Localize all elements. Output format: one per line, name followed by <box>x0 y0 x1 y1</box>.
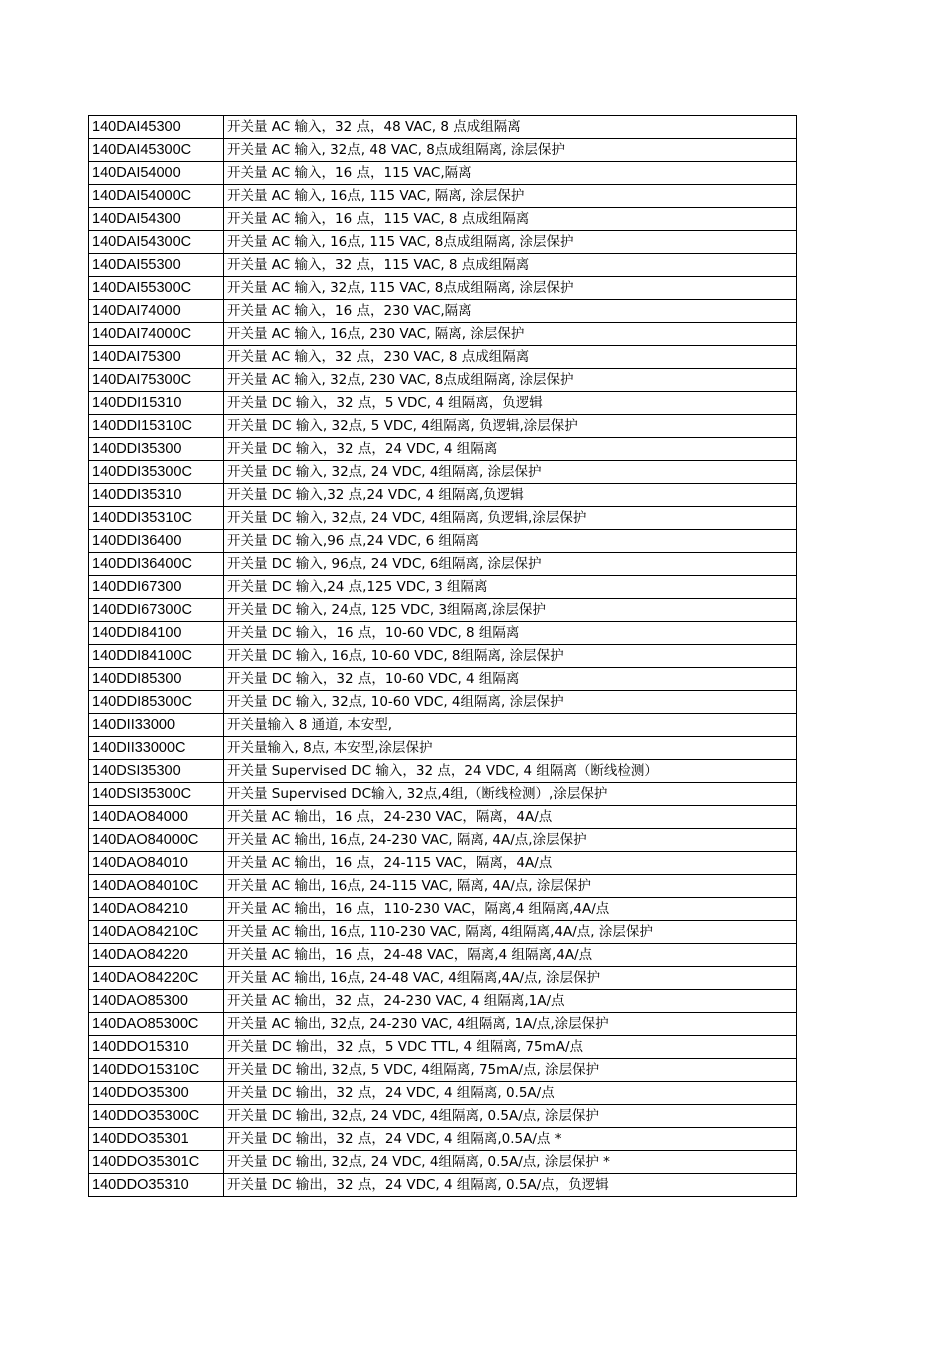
part-number-cell: 140DAI74000C <box>89 323 224 346</box>
part-number-cell: 140DAI75300 <box>89 346 224 369</box>
part-number-cell: 140DDO35310 <box>89 1174 224 1197</box>
table-row <box>89 530 797 553</box>
table-row <box>89 691 797 714</box>
part-number-cell: 140DDO35300 <box>89 1082 224 1105</box>
table-row <box>89 645 797 668</box>
table-row <box>89 714 797 737</box>
description-cell: 开关量 AC 输出, 32点, 24-230 VAC, 4组隔离, 1A/点,涂层保护 <box>224 1013 797 1036</box>
description-cell: 开关量 DC 输出，32 点，24 VDC, 4 组隔离, 0.5A/点 <box>224 1082 797 1105</box>
description-cell: 开关量 DC 输出, 32点, 24 VDC, 4组隔离, 0.5A/点, 涂层保护 <box>224 1105 797 1128</box>
description-cell: 开关量 DC 输入, 32点, 5 VDC, 4组隔离, 负逻辑,涂层保护 <box>224 415 797 438</box>
table-row <box>89 277 797 300</box>
table-row <box>89 875 797 898</box>
part-number-cell: 140DAO84000C <box>89 829 224 852</box>
table-row <box>89 507 797 530</box>
part-number-cell: 140DDI15310C <box>89 415 224 438</box>
table-row <box>89 1082 797 1105</box>
part-number-cell: 140DAO84010C <box>89 875 224 898</box>
table-row <box>89 921 797 944</box>
description-cell: 开关量 DC 输入, 96点, 24 VDC, 6组隔离, 涂层保护 <box>224 553 797 576</box>
part-number-cell: 140DAI54000 <box>89 162 224 185</box>
part-number-cell: 140DDO35300C <box>89 1105 224 1128</box>
table-row <box>89 668 797 691</box>
table-row <box>89 162 797 185</box>
description-cell: 开关量 AC 输入，32 点，48 VAC, 8 点成组隔离 <box>224 116 797 139</box>
description-cell: 开关量 Supervised DC 输入，32 点，24 VDC, 4 组隔离（断线检测） <box>224 760 797 783</box>
description-cell: 开关量 AC 输入，16 点，115 VAC, 8 点成组隔离 <box>224 208 797 231</box>
description-cell: 开关量 AC 输出，16 点，24-115 VAC，隔离，4A/点 <box>224 852 797 875</box>
description-cell: 开关量 DC 输出，32 点，5 VDC TTL, 4 组隔离, 75mA/点 <box>224 1036 797 1059</box>
description-cell: 开关量 AC 输入，16 点，115 VAC,隔离 <box>224 162 797 185</box>
description-cell: 开关量 AC 输出, 16点, 24-48 VAC, 4组隔离,4A/点, 涂层保护 <box>224 967 797 990</box>
table-row <box>89 1059 797 1082</box>
table-row <box>89 806 797 829</box>
table-row <box>89 1105 797 1128</box>
table-row <box>89 852 797 875</box>
part-number-cell: 140DSI35300C <box>89 783 224 806</box>
part-number-cell: 140DDI35300C <box>89 461 224 484</box>
part-number-cell: 140DAO85300 <box>89 990 224 1013</box>
table-row <box>89 1036 797 1059</box>
description-cell: 开关量输入 8 通道, 本安型, <box>224 714 797 737</box>
description-cell: 开关量 AC 输出, 16点, 24-115 VAC, 隔离, 4A/点, 涂层保护 <box>224 875 797 898</box>
table-row <box>89 438 797 461</box>
description-cell: 开关量 AC 输出，16 点，110-230 VAC，隔离,4 组隔离,4A/点 <box>224 898 797 921</box>
description-cell: 开关量 DC 输入, 16点, 10-60 VDC, 8组隔离, 涂层保护 <box>224 645 797 668</box>
description-cell: 开关量 DC 输出, 32点, 5 VDC, 4组隔离, 75mA/点, 涂层保护 <box>224 1059 797 1082</box>
part-number-cell: 140DAI55300 <box>89 254 224 277</box>
table-row <box>89 967 797 990</box>
table-row <box>89 461 797 484</box>
part-number-cell: 140DAI55300C <box>89 277 224 300</box>
part-number-cell: 140DAO84220 <box>89 944 224 967</box>
description-cell: 开关量 DC 输出, 32点, 24 VDC, 4组隔离, 0.5A/点, 涂层保护 * <box>224 1151 797 1174</box>
part-number-cell: 140DDI67300C <box>89 599 224 622</box>
description-cell: 开关量 DC 输入, 32点, 10-60 VDC, 4组隔离, 涂层保护 <box>224 691 797 714</box>
description-cell: 开关量 Supervised DC输入, 32点,4组,（断线检测）,涂层保护 <box>224 783 797 806</box>
part-number-cell: 140DAI54300 <box>89 208 224 231</box>
part-number-cell: 140DII33000 <box>89 714 224 737</box>
table-row <box>89 185 797 208</box>
description-cell: 开关量 DC 输出，32 点，24 VDC, 4 组隔离, 0.5A/点，负逻辑 <box>224 1174 797 1197</box>
part-number-cell: 140DAI45300C <box>89 139 224 162</box>
parts-table-body <box>89 116 797 1197</box>
description-cell: 开关量 AC 输入, 16点, 115 VAC, 隔离, 涂层保护 <box>224 185 797 208</box>
description-cell: 开关量 DC 输出，32 点，24 VDC, 4 组隔离,0.5A/点 * <box>224 1128 797 1151</box>
part-number-cell: 140DDI35310 <box>89 484 224 507</box>
description-cell: 开关量 DC 输入, 32点, 24 VDC, 4组隔离, 涂层保护 <box>224 461 797 484</box>
description-cell: 开关量输入, 8点, 本安型,涂层保护 <box>224 737 797 760</box>
part-number-cell: 140DAI54300C <box>89 231 224 254</box>
description-cell: 开关量 DC 输入，32 点，24 VDC, 4 组隔离 <box>224 438 797 461</box>
part-number-cell: 140DAI54000C <box>89 185 224 208</box>
table-row <box>89 231 797 254</box>
description-cell: 开关量 AC 输出, 16点, 110-230 VAC, 隔离, 4组隔离,4A/点, 涂层保护 <box>224 921 797 944</box>
part-number-cell: 140DDI15310 <box>89 392 224 415</box>
part-number-cell: 140DDI35300 <box>89 438 224 461</box>
description-cell: 开关量 AC 输入, 32点, 230 VAC, 8点成组隔离, 涂层保护 <box>224 369 797 392</box>
description-cell: 开关量 AC 输入, 32点, 48 VAC, 8点成组隔离, 涂层保护 <box>224 139 797 162</box>
table-row <box>89 392 797 415</box>
table-row <box>89 1013 797 1036</box>
table-row <box>89 944 797 967</box>
part-number-cell: 140DDI36400 <box>89 530 224 553</box>
description-cell: 开关量 DC 输入,32 点,24 VDC, 4 组隔离,负逻辑 <box>224 484 797 507</box>
table-row <box>89 622 797 645</box>
table-row <box>89 346 797 369</box>
part-number-cell: 140DDO15310C <box>89 1059 224 1082</box>
table-row <box>89 898 797 921</box>
table-row <box>89 599 797 622</box>
description-cell: 开关量 AC 输入, 16点, 115 VAC, 8点成组隔离, 涂层保护 <box>224 231 797 254</box>
table-row <box>89 208 797 231</box>
table-row <box>89 1128 797 1151</box>
description-cell: 开关量 AC 输入，16 点，230 VAC,隔离 <box>224 300 797 323</box>
part-number-cell: 140DDI85300 <box>89 668 224 691</box>
description-cell: 开关量 AC 输入，32 点，115 VAC, 8 点成组隔离 <box>224 254 797 277</box>
table-row <box>89 369 797 392</box>
table-row <box>89 484 797 507</box>
part-number-cell: 140DII33000C <box>89 737 224 760</box>
part-number-cell: 140DDO35301C <box>89 1151 224 1174</box>
table-row <box>89 1151 797 1174</box>
description-cell: 开关量 DC 输入, 32点, 24 VDC, 4组隔离, 负逻辑,涂层保护 <box>224 507 797 530</box>
part-number-cell: 140DAO84210C <box>89 921 224 944</box>
table-row <box>89 300 797 323</box>
table-row <box>89 116 797 139</box>
part-number-cell: 140DAO84010 <box>89 852 224 875</box>
table-row <box>89 737 797 760</box>
part-number-cell: 140DDI84100C <box>89 645 224 668</box>
part-number-cell: 140DAO84210 <box>89 898 224 921</box>
part-number-cell: 140DDI36400C <box>89 553 224 576</box>
description-cell: 开关量 DC 输入,96 点,24 VDC, 6 组隔离 <box>224 530 797 553</box>
description-cell: 开关量 AC 输出，16 点，24-230 VAC，隔离，4A/点 <box>224 806 797 829</box>
part-number-cell: 140DSI35300 <box>89 760 224 783</box>
description-cell: 开关量 DC 输入，16 点，10-60 VDC, 8 组隔离 <box>224 622 797 645</box>
part-number-cell: 140DAO84220C <box>89 967 224 990</box>
description-cell: 开关量 DC 输入，32 点，10-60 VDC, 4 组隔离 <box>224 668 797 691</box>
part-number-cell: 140DDO15310 <box>89 1036 224 1059</box>
table-row <box>89 760 797 783</box>
table-row <box>89 553 797 576</box>
part-number-cell: 140DDI35310C <box>89 507 224 530</box>
table-row <box>89 1174 797 1197</box>
description-cell: 开关量 DC 输入, 24点, 125 VDC, 3组隔离,涂层保护 <box>224 599 797 622</box>
description-cell: 开关量 AC 输出，16 点，24-48 VAC，隔离,4 组隔离,4A/点 <box>224 944 797 967</box>
table-row <box>89 829 797 852</box>
part-number-cell: 140DDI85300C <box>89 691 224 714</box>
part-number-cell: 140DDI84100 <box>89 622 224 645</box>
part-number-cell: 140DAI75300C <box>89 369 224 392</box>
table-row <box>89 254 797 277</box>
part-number-cell: 140DDI67300 <box>89 576 224 599</box>
parts-table <box>88 115 797 1197</box>
table-row <box>89 139 797 162</box>
table-row <box>89 783 797 806</box>
part-number-cell: 140DAO84000 <box>89 806 224 829</box>
table-row <box>89 576 797 599</box>
description-cell: 开关量 AC 输入, 32点, 115 VAC, 8点成组隔离, 涂层保护 <box>224 277 797 300</box>
part-number-cell: 140DDO35301 <box>89 1128 224 1151</box>
description-cell: 开关量 DC 输入,24 点,125 VDC, 3 组隔离 <box>224 576 797 599</box>
table-row <box>89 415 797 438</box>
description-cell: 开关量 AC 输入，32 点，230 VAC, 8 点成组隔离 <box>224 346 797 369</box>
part-number-cell: 140DAI45300 <box>89 116 224 139</box>
table-row <box>89 990 797 1013</box>
table-row <box>89 323 797 346</box>
part-number-cell: 140DAI74000 <box>89 300 224 323</box>
description-cell: 开关量 AC 输出，32 点，24-230 VAC, 4 组隔离,1A/点 <box>224 990 797 1013</box>
description-cell: 开关量 DC 输入，32 点，5 VDC, 4 组隔离，负逻辑 <box>224 392 797 415</box>
description-cell: 开关量 AC 输入, 16点, 230 VAC, 隔离, 涂层保护 <box>224 323 797 346</box>
part-number-cell: 140DAO85300C <box>89 1013 224 1036</box>
description-cell: 开关量 AC 输出, 16点, 24-230 VAC, 隔离, 4A/点,涂层保护 <box>224 829 797 852</box>
